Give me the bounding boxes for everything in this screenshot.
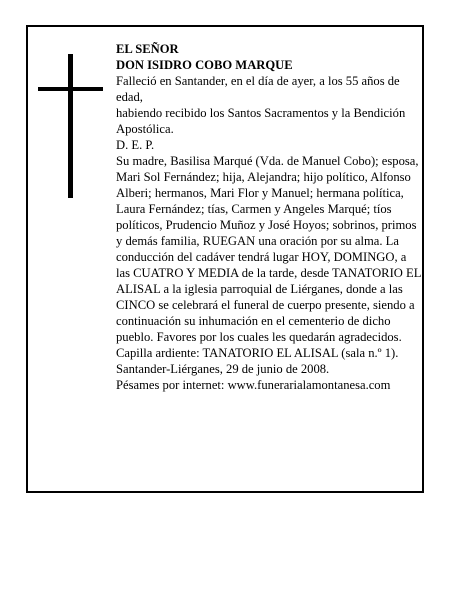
cross-icon xyxy=(68,54,73,198)
obituary-text xyxy=(116,41,422,393)
family-and-funeral-details: Su madre, Basilisa Marqué (Vda. de Manuel Cobo); esposa, Mari Sol Fernández; hija, Alejandra; hijo político, Alfonso Alberi; hermanos, Mari Flor y Manuel; hermana política, Laura Fernández; tías, Carmen y Angeles Marqué; tíos políticos, Prudencio Muñoz y José Hoyos; sobrinos, primos y demás familia, RUEGAN una oración por su alma. La conducción del cadáver tendrá lugar HOY, DOMINGO, a las CUATRO Y MEDIA de la tarde, desde TANATORIO EL ALISAL a la iglesia parroquial de Liérganes, donde a las CINCO se celebrará el funeral de cuerpo presente, siendo a continuación su inhumación en el cementerio de dicho pueblo. Favores por los cuales les quedarán agradecidos. Capilla ardiente: TANATORIO EL ALISAL (sala n.º 1). xyxy=(116,154,421,360)
sacraments-line: habiendo recibido los Santos Sacramentos y la Bendición Apostólica. xyxy=(116,106,406,136)
death-announcement: Falleció en Santander, en el día de ayer, a los 55 años de edad, xyxy=(116,74,400,104)
condolences-website: Pésames por internet: www.funerarialamontanesa.com xyxy=(116,378,391,392)
deceased-name: DON ISIDRO COBO MARQUE xyxy=(116,58,293,72)
title-line-1: EL SEÑOR xyxy=(116,42,179,56)
cross-icon-bar xyxy=(38,87,103,91)
obituary-notice xyxy=(26,25,424,493)
rip-line: D. E. P. xyxy=(116,138,155,152)
place-and-date: Santander-Liérganes, 29 de junio de 2008. xyxy=(116,362,330,376)
